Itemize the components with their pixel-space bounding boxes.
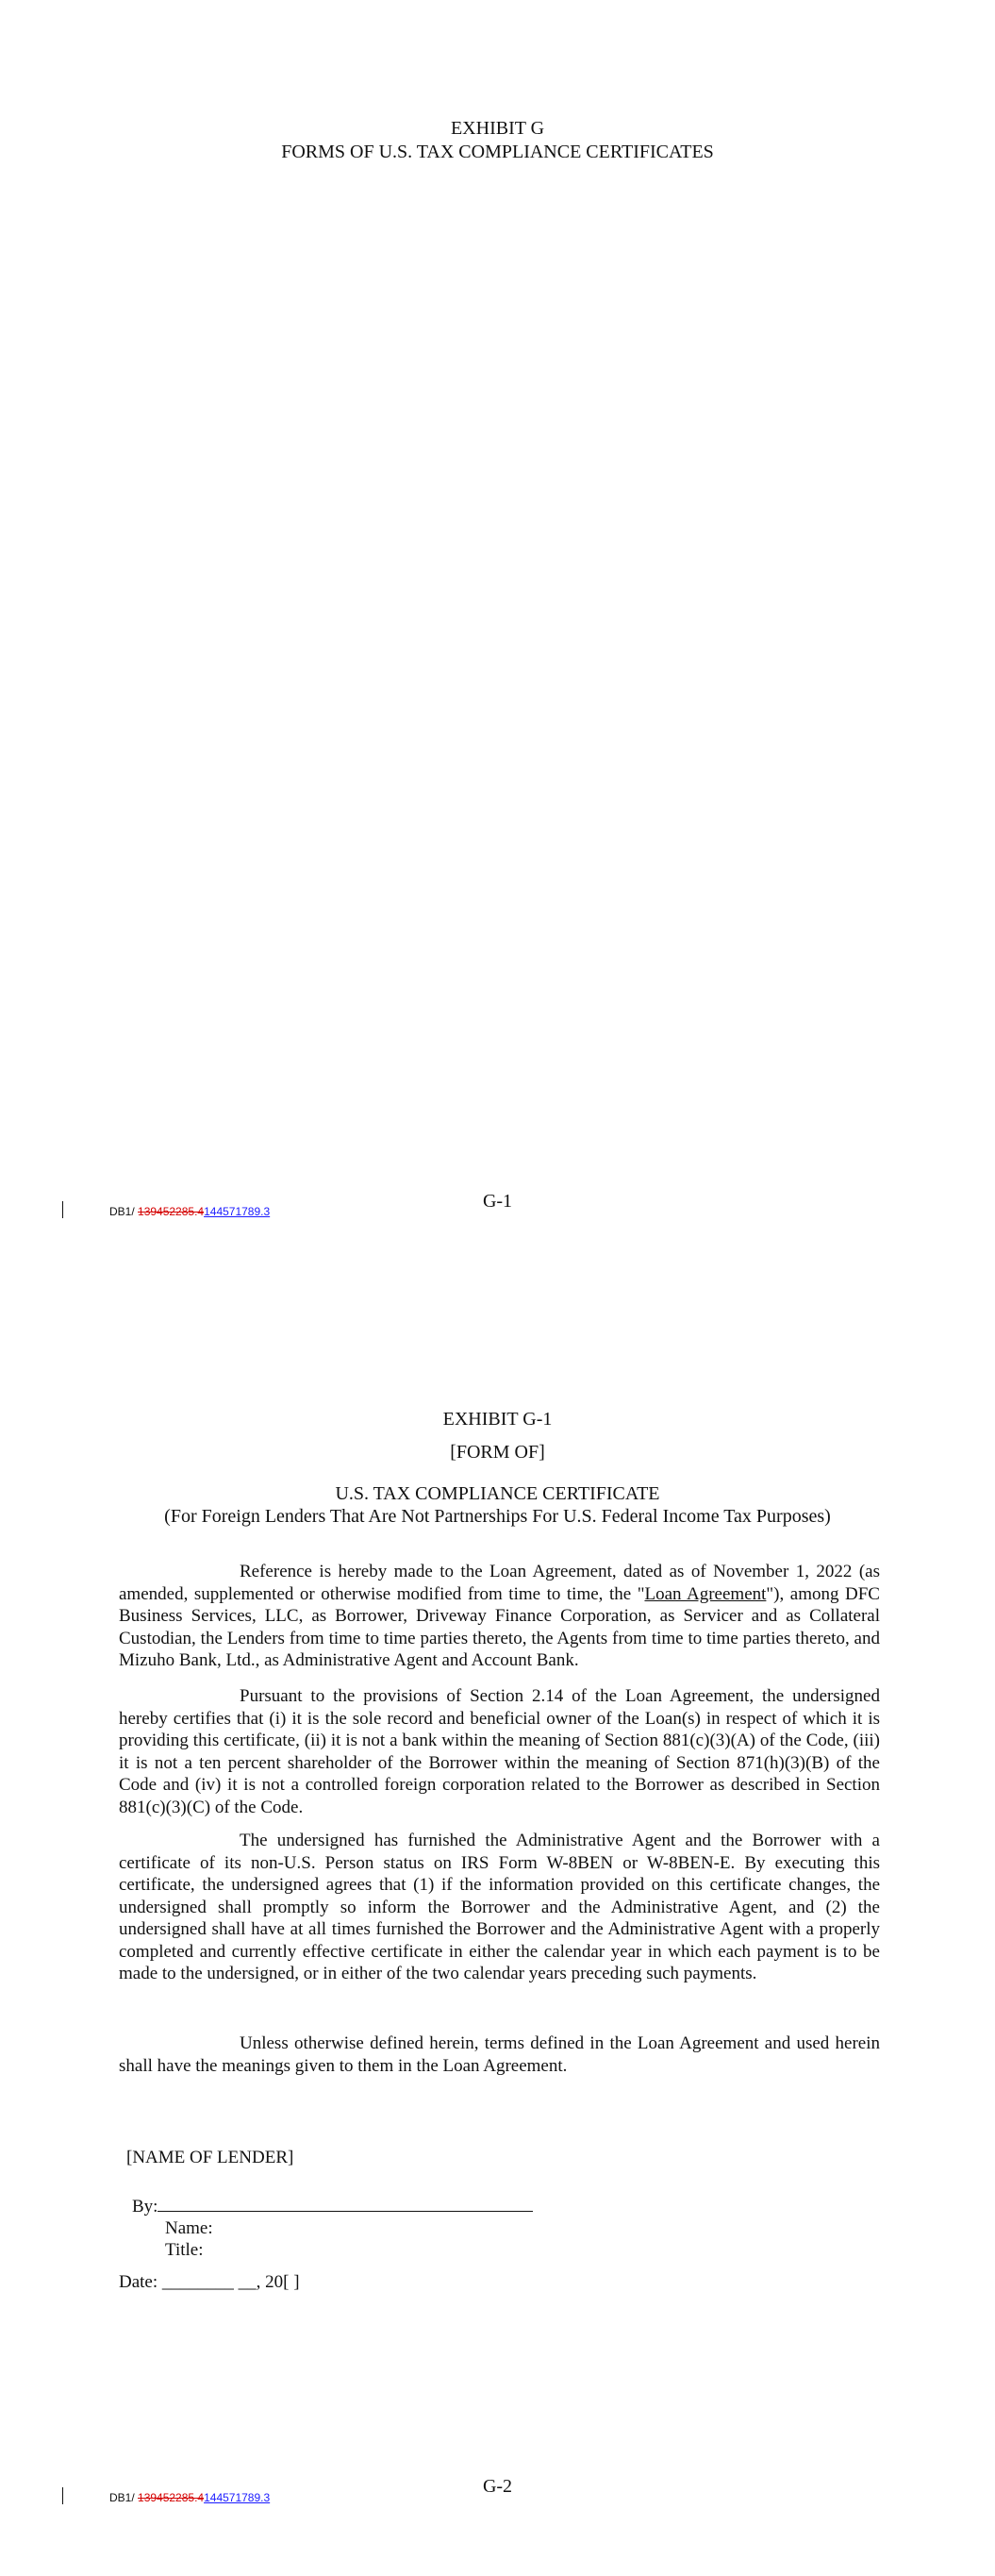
para3-text: The undersigned has furnished the Administrative Agent and the Borrower with a certificate of its non-U.S. Person status on IRS Form W-8BEN or W-8BEN-E. By executing this certificate, the undersigned agrees that (1) if the information provided on this certificate changes, the undersigned shall promptly so inform the Borrower and the Administrative Agent, and (2) the undersigned shall have at all times furnished the Borrower and the Administrative Agent with a properly completed and currently effective certificate in either the calendar year in which each payment is to be made to the undersigned, or in either of the two calendar years preceding such payments. bbox=[119, 1831, 880, 1983]
by-label: By: bbox=[132, 2197, 158, 2216]
defined-term-loan-agreement: Loan Agreement bbox=[644, 1583, 767, 1604]
para4-text: Unless otherwise defined herein, terms defined in the Loan Agreement and used herein shall have the meanings given to them in the Loan Agreement. bbox=[119, 2033, 880, 2076]
page-number: G-1 bbox=[482, 1191, 513, 1212]
para1-text-pre: Reference is hereby made to the Loan Agreement, dated as of November 1, 2022 (as amended, supplemented or otherwise modified from time to time, the " bbox=[119, 1562, 880, 1604]
doc-ref-prefix: DB1/ bbox=[109, 1205, 139, 1218]
doc-ref-deleted: 139452285.4 bbox=[138, 2491, 205, 2504]
doc-ref-prefix: DB1/ bbox=[109, 2491, 139, 2504]
change-bar bbox=[62, 1201, 63, 1218]
para1-text-post: "), among DFC Business Services, LLC, as Borrower, Driveway Finance Corporation, as Servicer and as Collateral Custodian, the Lenders from time to time parties thereto, the Agents from time to time parties thereto, and Mizuho Bank, Ltd., as Administrative Agent and Account Bank. bbox=[119, 1583, 880, 1670]
paragraph-reference bbox=[119, 1561, 880, 1672]
doc-ref-deleted: 139452285.4 bbox=[138, 1205, 205, 1218]
paragraph-definitions bbox=[119, 2032, 880, 2077]
exhibit-heading: EXHIBIT G-1 bbox=[442, 1409, 553, 1430]
title-label: Title: bbox=[165, 2240, 204, 2260]
form-of-label: [FORM OF] bbox=[450, 1442, 545, 1463]
exhibit-heading: EXHIBIT G bbox=[450, 118, 545, 139]
document-reference bbox=[109, 1205, 270, 1218]
change-bar bbox=[62, 2487, 63, 2504]
lender-name-placeholder: [NAME OF LENDER] bbox=[126, 2148, 294, 2167]
paragraph-form-furnished bbox=[119, 1830, 880, 1985]
page-number: G-2 bbox=[482, 2476, 513, 2497]
paragraph-certification bbox=[119, 1685, 880, 1818]
doc-ref-inserted: 144571789.3 bbox=[204, 1205, 271, 1218]
signature-line bbox=[132, 2196, 533, 2217]
name-label: Name: bbox=[165, 2218, 213, 2238]
certificate-title: U.S. TAX COMPLIANCE CERTIFICATE bbox=[335, 1483, 660, 1504]
signature-blank bbox=[158, 2211, 533, 2212]
para2-text: Pursuant to the provisions of Section 2.14 of the Loan Agreement, the undersigned hereby certifies that (i) it is the sole record and beneficial owner of the Loan(s) in respect of which it is providing this certificate, (ii) it is not a bank within the meaning of Section 881(c)(3)(A) of the Code, (iii) it is not a ten percent shareholder of the Borrower within the meaning of Section 871(h)(3)(B) of the Code and (iv) it is not a controlled foreign corporation related to the Borrower as described in Section 881(c)(3)(C) of the Code. bbox=[119, 1686, 880, 1817]
exhibit-subheading: FORMS OF U.S. TAX COMPLIANCE CERTIFICATES bbox=[281, 142, 714, 162]
certificate-subtitle: (For Foreign Lenders That Are Not Partnerships For U.S. Federal Income Tax Purposes) bbox=[164, 1506, 831, 1527]
date-line: Date: ________ __, 20[ ] bbox=[119, 2272, 300, 2292]
doc-ref-inserted: 144571789.3 bbox=[204, 2491, 271, 2504]
document-reference bbox=[109, 2491, 270, 2504]
